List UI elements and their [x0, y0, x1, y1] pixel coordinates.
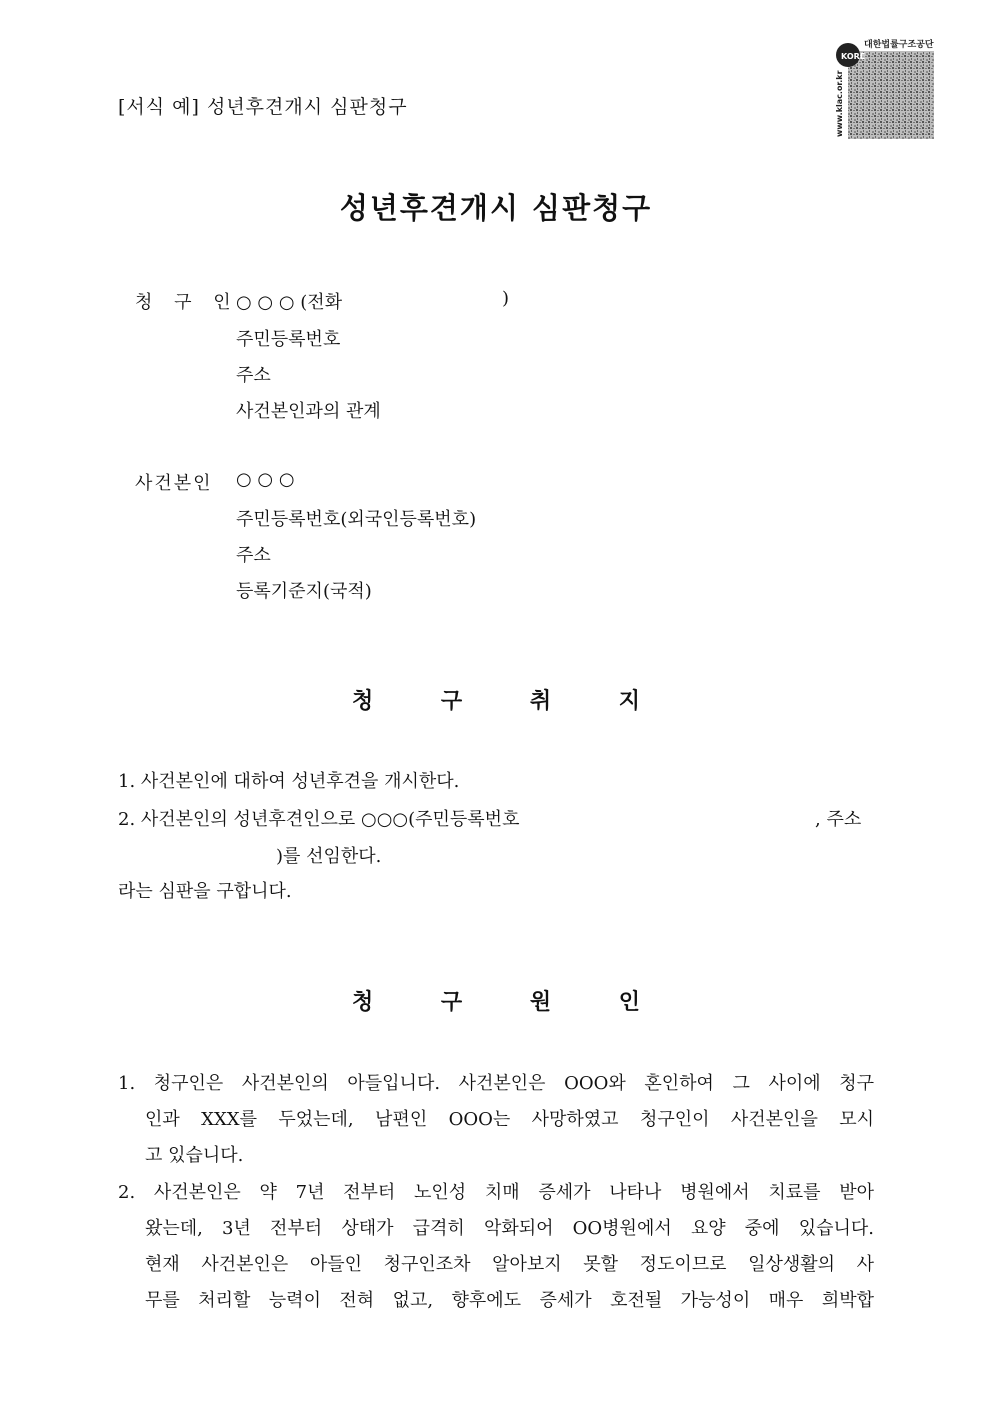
- purpose-item-1: 1. 사건본인에 대하여 성년후견을 개시한다.: [118, 771, 460, 792]
- org-seal-logo: [832, 37, 936, 141]
- purpose-item-2-end: )를 선임한다.: [276, 846, 382, 867]
- cause-p2-line-1: 2. 사건본인은 약 7년 전부터 노인성 치매 증세가 나타나 병원에서 치료를 받아: [118, 1182, 874, 1203]
- claimant-name-line: ○ ○ ○ (전화: [236, 292, 343, 313]
- cause-p2-line-3: 현재 사건본인은 아들인 청구인조차 알아보지 못할 정도이므로 일상생활의 사: [145, 1254, 874, 1275]
- cause-p2-line-4: 무를 처리할 능력이 전혀 없고, 향후에도 증세가 호전될 가능성이 매우 희박합: [145, 1290, 874, 1311]
- purpose-item-2-start: 2. 사건본인의 성년후견인으로 ○○○(주민등록번호: [118, 809, 520, 830]
- claimant-relation-line: 사건본인과의 관계: [236, 401, 381, 422]
- seal-graphic: [832, 37, 936, 141]
- purpose-closing: 라는 심판을 구합니다.: [118, 881, 292, 902]
- claimant-label: 청 구 인: [135, 292, 239, 313]
- principal-id-line: 주민등록번호(외국인등록번호): [236, 509, 477, 530]
- cause-p1-line-3: 고 있습니다.: [145, 1145, 244, 1166]
- svg-text:KORE: KORE: [841, 52, 866, 61]
- form-label: [서식 예] 성년후견개시 심판청구: [118, 96, 408, 118]
- cause-heading: 청 구 원 인: [352, 989, 670, 1015]
- cause-p1-line-2: 인과 XXX를 두었는데, 남편인 OOO는 사망하였고 청구인이 사건본인을 모시: [145, 1109, 874, 1130]
- claimant-phone-close: ): [502, 288, 510, 309]
- cause-p2-line-2: 왔는데, 3년 전부터 상태가 급격히 악화되어 OO병원에서 요양 중에 있습니다.: [145, 1218, 874, 1239]
- purpose-heading: 청 구 취 지: [352, 688, 670, 714]
- svg-text:대한법률구조공단: 대한법률구조공단: [864, 40, 934, 50]
- purpose-item-2-mid: , 주소: [815, 809, 862, 830]
- claimant-address-line: 주소: [236, 365, 271, 386]
- principal-name-line: ○ ○ ○: [236, 469, 295, 490]
- principal-registry-line: 등록기준지(국적): [236, 581, 372, 602]
- cause-p1-line-1: 1. 청구인은 사건본인의 아들입니다. 사건본인은 OOO와 혼인하여 그 사이에 청구: [118, 1073, 874, 1094]
- document-title: 성년후견개시 심판청구: [339, 191, 653, 225]
- principal-label: 사건본인: [135, 473, 213, 494]
- claimant-id-line: 주민등록번호: [236, 329, 341, 350]
- principal-address-line: 주소: [236, 545, 271, 566]
- svg-text:www.klac.or.kr: www.klac.or.kr: [835, 70, 844, 137]
